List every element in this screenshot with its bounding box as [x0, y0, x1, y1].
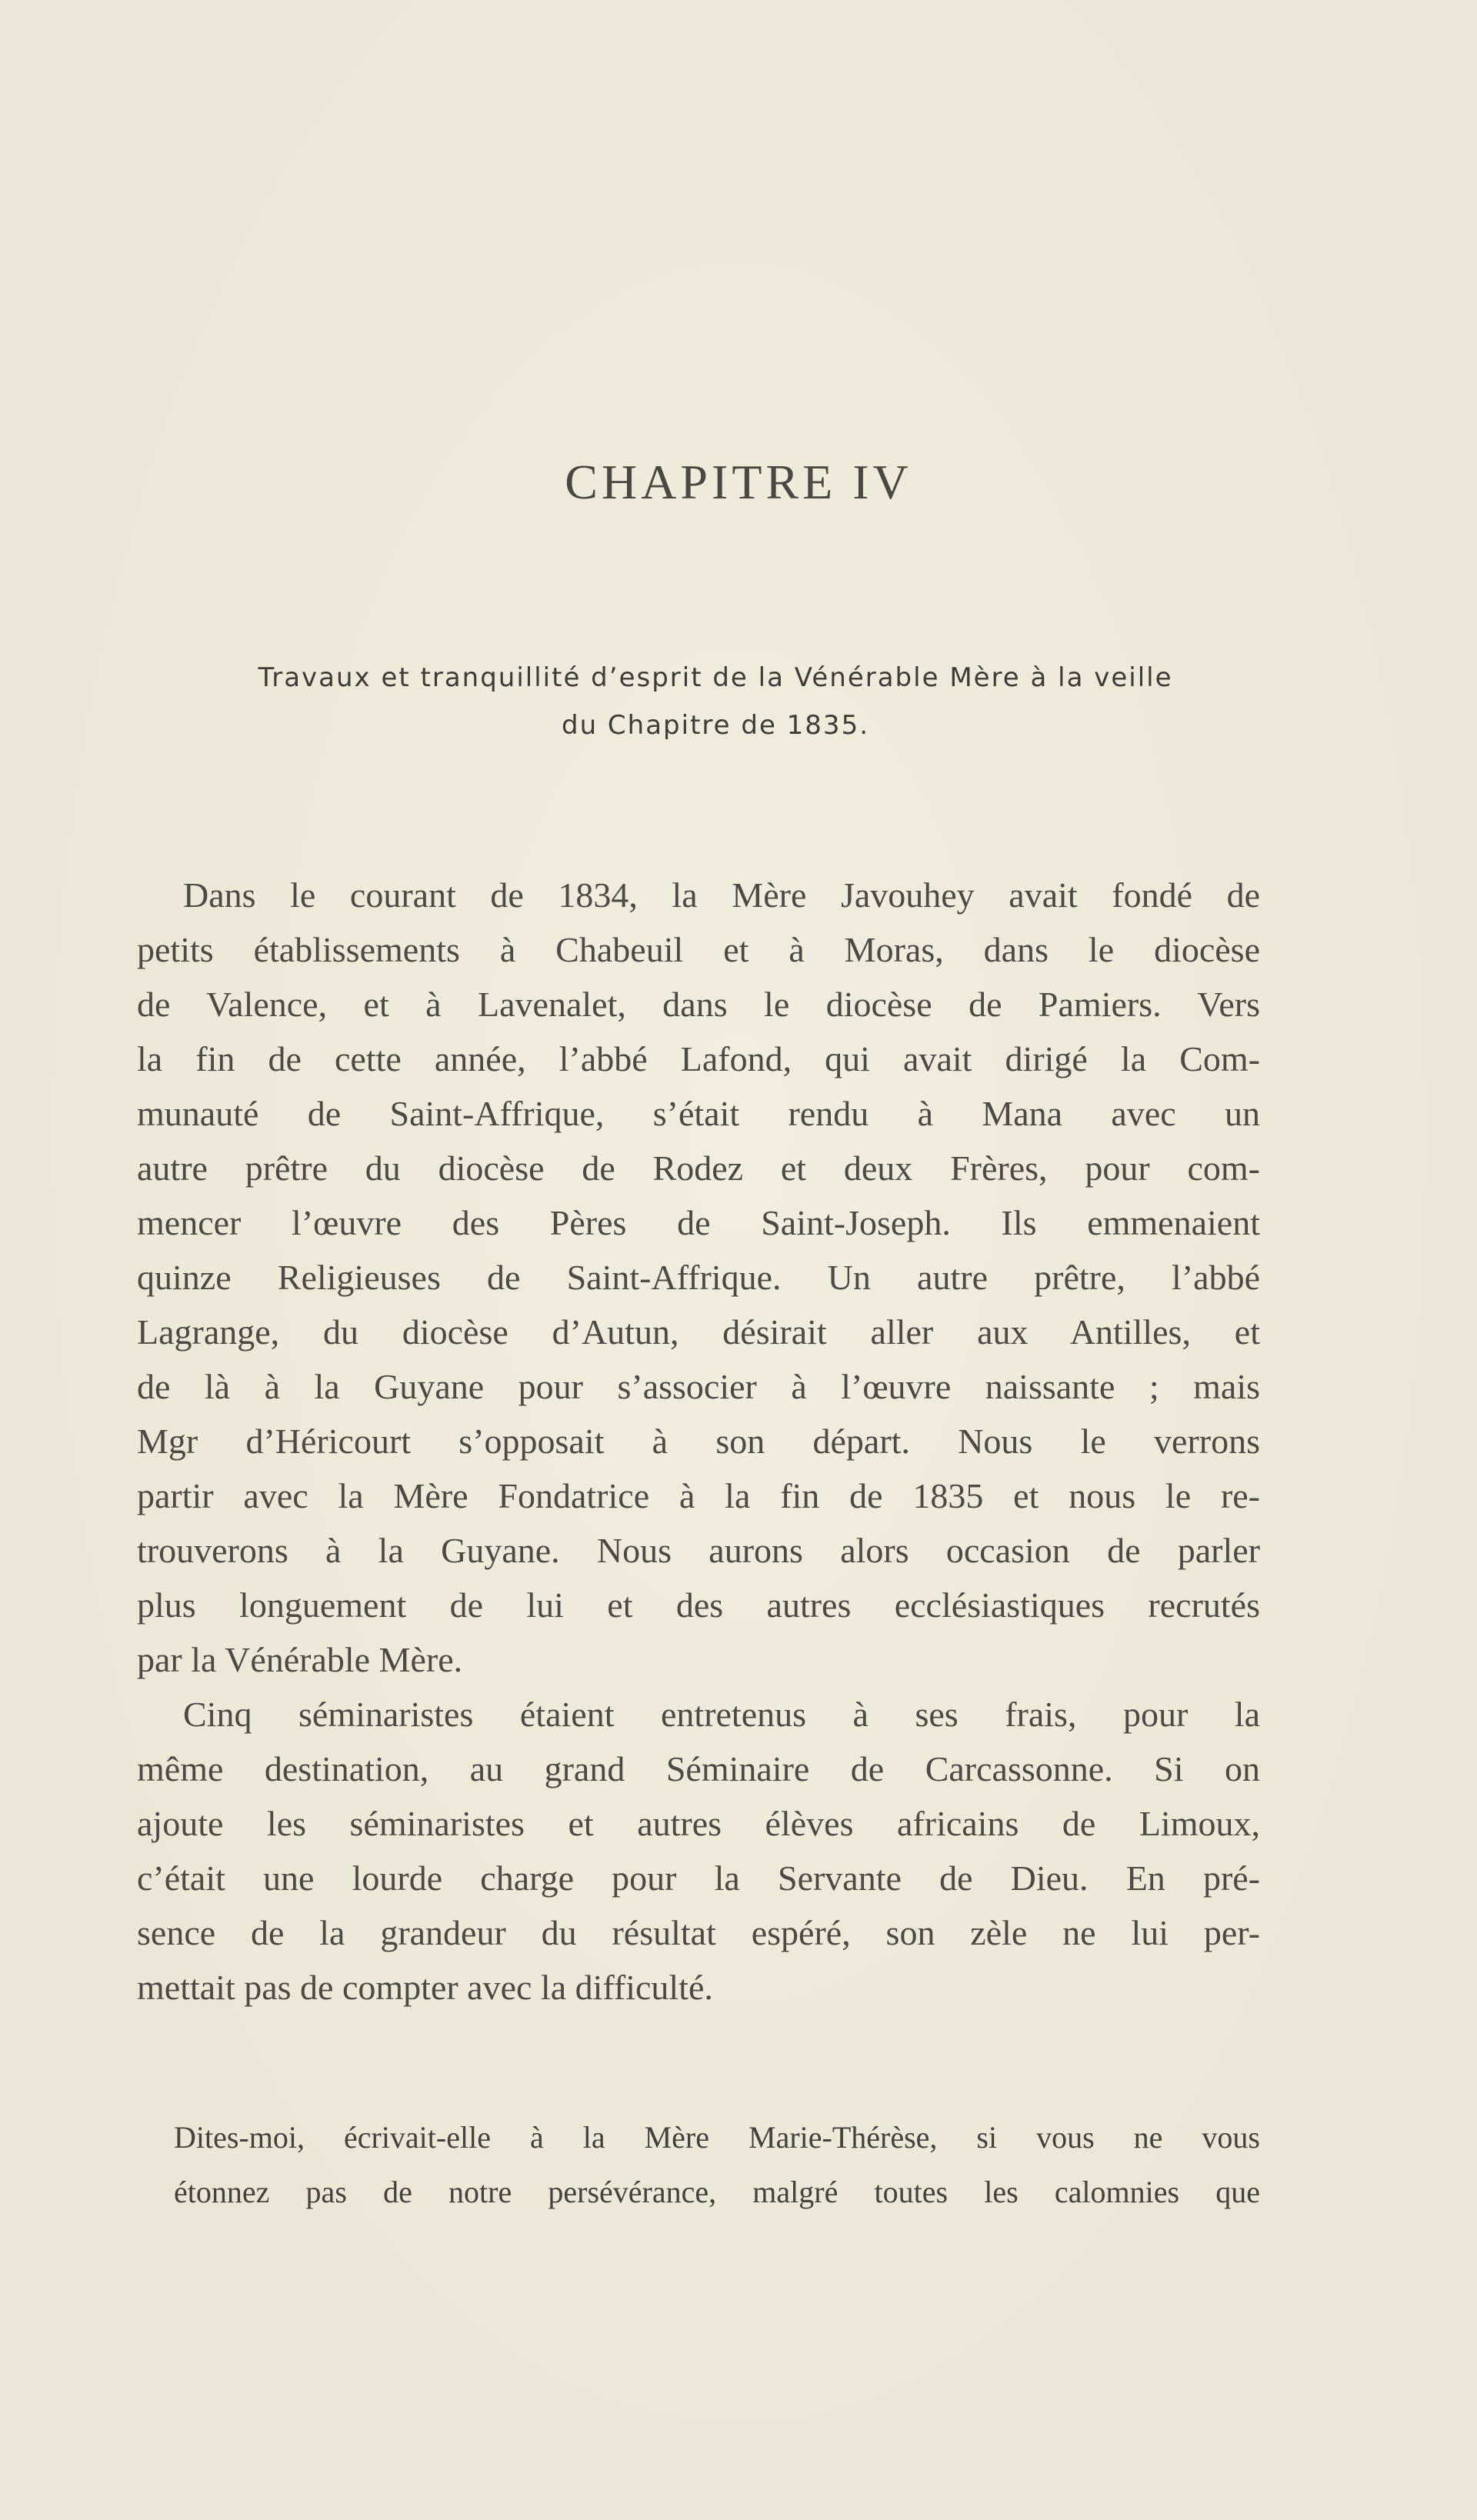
text-line: autre prêtre du diocèse de Rodez et deux Frères, pour com- [137, 1148, 1260, 1188]
text-line: ajoute les séminaristes et autres élèves africains de Limoux, [137, 1804, 1260, 1843]
text-line: Mgr d’Héricourt s’opposait à son départ. Nous le verrons [137, 1422, 1260, 1461]
text-line: de là à la Guyane pour s’associer à l’œuvre naissante ; mais [137, 1367, 1260, 1406]
text-line: la fin de cette année, l’abbé Lafond, qui avait dirigé la Com- [137, 1039, 1260, 1078]
quoted-letter [174, 2111, 1260, 2220]
text-line: c’était une lourde charge pour la Servante de Dieu. En pré- [137, 1858, 1260, 1898]
text-line: de Valence, et à Lavenalet, dans le diocèse de Pamiers. Vers [137, 985, 1260, 1024]
text-line: mettait pas de compter avec la difficulté. [137, 1968, 713, 2007]
text-line: petits établissements à Chabeuil et à Moras, dans le diocèse [137, 930, 1260, 969]
quote-line: étonnez pas de notre persévérance, malgré toutes les calomnies que [174, 2175, 1260, 2209]
text-line: partir avec la Mère Fondatrice à la fin de 1835 et nous le re- [137, 1476, 1260, 1515]
text-line: munauté de Saint-Affrique, s’était rendu à Mana avec un [137, 1094, 1260, 1133]
text-line: plus longuement de lui et des autres ecclésiastiques recrutés [137, 1585, 1260, 1625]
text-line: Cinq séminaristes étaient entretenus à ses frais, pour la [183, 1695, 1260, 1734]
text-line: même destination, au grand Séminaire de Carcassonne. Si on [137, 1749, 1260, 1788]
text-line: Dans le courant de 1834, la Mère Javouhey avait fondé de [183, 875, 1260, 915]
text-line: sence de la grandeur du résultat espéré, son zèle ne lui per- [137, 1913, 1260, 1952]
text-line: par la Vénérable Mère. [137, 1640, 463, 1679]
quote-line: Dites-moi, écrivait-elle à la Mère Marie-Thérèse, si vous ne vous [174, 2120, 1260, 2155]
text-line: trouverons à la Guyane. Nous aurons alors occasion de parler [137, 1531, 1260, 1570]
body-text [137, 868, 1260, 2015]
text-line: Lagrange, du diocèse d’Autun, désirait aller aux Antilles, et [137, 1312, 1260, 1352]
chapter-subtitle [177, 654, 1254, 749]
chapter-title: CHAPITRE IV [565, 455, 912, 509]
text-line: mencer l’œuvre des Pères de Saint-Joseph. Ils emmenaient [137, 1203, 1260, 1242]
text-line: quinze Religieuses de Saint-Affrique. Un autre prêtre, l’abbé [137, 1258, 1260, 1297]
subtitle-line: du Chapitre de 1835. [561, 710, 870, 741]
subtitle-line: Travaux et tranquillité d’esprit de la Vénérable Mère à la veille [258, 662, 1173, 693]
